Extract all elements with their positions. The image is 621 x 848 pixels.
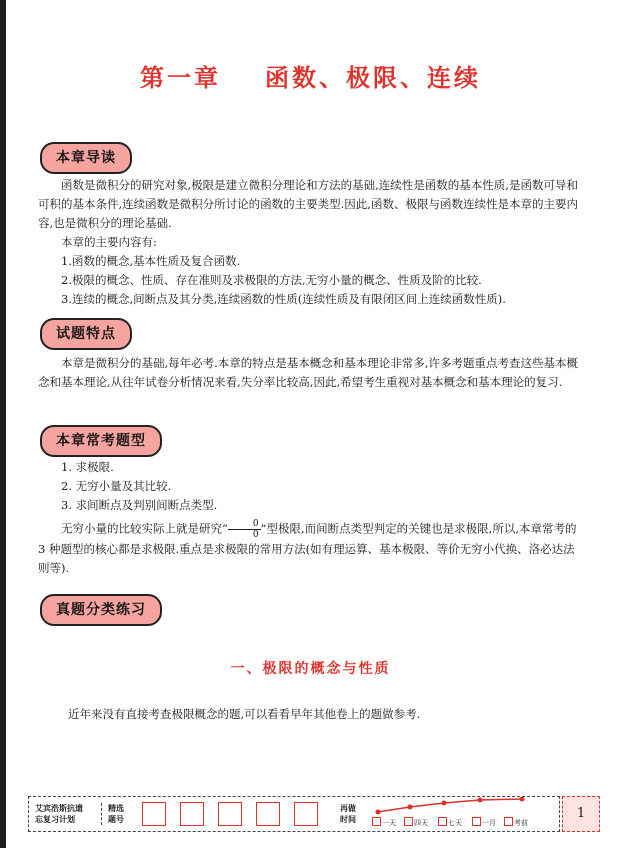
review-plan-label: 艾宾浩斯抗遗 忘复习计划 <box>29 803 102 825</box>
question-number-boxes <box>142 802 318 826</box>
page-number: 1 <box>562 796 600 832</box>
question-types-text <box>38 458 578 578</box>
question-number-box[interactable] <box>294 802 318 826</box>
forgetting-curve-icon <box>372 797 532 817</box>
question-number-box[interactable] <box>218 802 242 826</box>
review-option-day[interactable]: 一天 <box>372 817 396 828</box>
question-type-item: 1. 求极限. <box>61 460 114 474</box>
section-heading-question-types: 本章常考题型 <box>40 425 162 457</box>
features-paragraph: 本章是微积分的基础,每年必考.本章的特点是基本概念和基本理论非常多,许多考题重点考查这些基本概念和基本理论,从往年试卷分析情况来看,失分率比较高,因此,希望考生重视对基本概念和基本理论的复习. <box>38 356 578 389</box>
zero-over-zero-fraction: $\frac{0}{0}$ <box>228 519 261 540</box>
question-type-item: 2. 无穷小量及其比较. <box>61 479 172 493</box>
question-number-box[interactable] <box>142 802 166 826</box>
guide-paragraph: 函数是微积分的研究对象,极限是建立微积分理论和方法的基础,连续性是函数的基本性质,是函数可导和可积的基本条件,连续函数是微积分所讨论的函数的主要类型.因此,函数、极限与函数连续性是本章的主要内容,也是微积分的理论基础. <box>38 178 578 230</box>
note-text: 近年来没有直接考查极限概念的题,可以看看早年其他卷上的题做参考. <box>68 707 421 721</box>
redo-time-label: 再做 时间 <box>340 804 356 824</box>
subsection-title: 一、极限的概念与性质 <box>230 661 391 677</box>
features-text <box>38 354 578 392</box>
guide-item-2: 2.极限的概念、性质、存在准则及求极限的方法,无穷小量的概念、性质及阶的比较. <box>61 273 482 287</box>
question-type-item: 3. 求间断点及判别间断点类型. <box>61 498 218 512</box>
section-heading-guide: 本章导读 <box>40 142 132 174</box>
selected-questions-label: 精选 题号 <box>108 804 124 824</box>
review-option-before-exam[interactable]: 考前 <box>504 817 528 828</box>
question-number-box[interactable] <box>180 802 204 826</box>
guide-main-content-label: 本章的主要内容有: <box>61 235 157 249</box>
section-heading-features: 试题特点 <box>40 318 132 350</box>
question-types-summary: 无穷小量的比较实际上就是研究“ $\frac{0}{0}$ ”型极限,而间断点类型判定的关键也是求极限,所以,本章常考的 3 种题型的核心都是求极限.重点是求极限的常用方法(如有理运算、基本极限、等价无穷小代换、洛必达法则等). <box>38 519 577 575</box>
page-edge <box>0 0 6 848</box>
guide-item-3: 3.连续的概念,间断点及其分类,连续函数的性质(连续性质及有限闭区间上连续函数性质). <box>61 292 506 306</box>
chapter-label: 第一章 <box>140 63 221 92</box>
review-plan-footer <box>28 796 560 832</box>
review-option-four-days[interactable]: 四天 <box>404 817 428 828</box>
review-timeline <box>372 797 532 831</box>
review-option-month[interactable]: 一月 <box>472 817 496 828</box>
review-option-seven-days[interactable]: 七天 <box>438 817 462 828</box>
chapter-name: 函数、极限、连续 <box>265 63 481 92</box>
guide-text <box>38 176 578 309</box>
chapter-title <box>0 58 621 93</box>
section-heading-practice: 真题分类练习 <box>40 594 162 626</box>
guide-item-1: 1.函数的概念,基本性质及复合函数. <box>61 254 241 268</box>
question-number-box[interactable] <box>256 802 280 826</box>
